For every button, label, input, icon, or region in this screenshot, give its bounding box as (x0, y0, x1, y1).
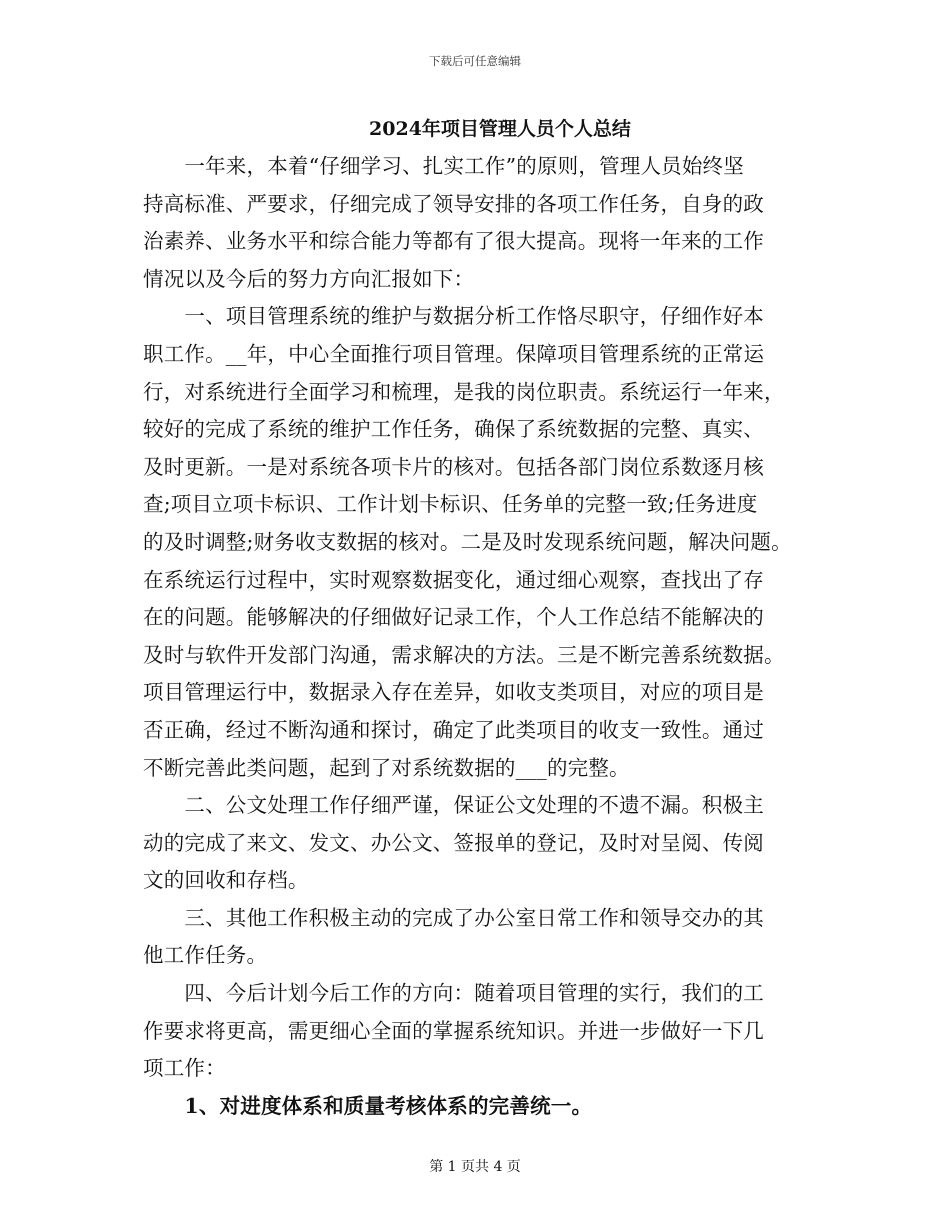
text-line: 一、项目管理系统的维护与数据分析工作恪尽职守，仔细作好本 (143, 304, 764, 329)
text-line: 三、其他工作积极主动的完成了办公室日常工作和领导交办的其 (143, 905, 764, 930)
text-line: 情况以及今后的努力方向汇报如下： (143, 266, 475, 291)
text-line: 较好的完成了系统的维护工作任务，确保了系统数据的完整、真实、 (143, 417, 764, 442)
text-line: 在系统运行过程中，实时观察数据变化，通过细心观察，查找出了存 (143, 567, 764, 592)
header-note: 下载后可任意编辑 (429, 54, 521, 68)
text-line: 及时与软件开发部门沟通，需求解决的方法。三是不断完善系统数据。 (143, 642, 785, 667)
text-line: 动的完成了来文、发文、办公文、签报单的登记，及时对呈阅、传阅 (143, 830, 764, 855)
text-line: 及时更新。一是对系统各项卡片的核对。包括各部门岗位系数逐月核 (143, 454, 764, 479)
text-line: 持高标准、严要求，仔细完成了领导安排的各项工作任务，自身的政 (143, 191, 764, 216)
text-line: 不断完善此类问题，起到了对系统数据的___的完整。 (143, 755, 630, 780)
text-line: 作要求将更高，需更细心全面的掌握系统知识。并进一步做好一下几 (143, 1018, 764, 1043)
document-body (143, 148, 823, 1125)
text-line: 项工作： (143, 1056, 226, 1081)
text-line: 职工作。__年，中心全面推行项目管理。保障项目管理系统的正常运 (143, 341, 765, 366)
text-line: 行，对系统进行全面学习和梳理，是我的岗位职责。系统运行一年来， (143, 379, 785, 404)
text-line: 他工作任务。 (143, 943, 268, 968)
text-line: 一年来，本着“仔细学习、扎实工作”的原则，管理人员始终坚 (143, 154, 744, 178)
document-title: 2024年项目管理人员个人总结 (369, 118, 631, 140)
text-line: 的及时调整;财务收支数据的核对。二是及时发现系统问题，解决问题。 (143, 529, 792, 554)
text-line: 治素养、业务水平和综合能力等都有了很大提高。现将一年来的工作 (143, 229, 764, 254)
text-line: 文的回收和存档。 (143, 868, 309, 893)
page-footer: 第 1 页共 4 页 (429, 1159, 521, 1175)
text-line: 在的问题。能够解决的仔细做好记录工作，个人工作总结不能解决的 (143, 605, 764, 630)
text-line: 项目管理运行中，数据录入存在差异，如收支类项目，对应的项目是 (143, 680, 764, 705)
text-line: 二、公文处理工作仔细严谨，保证公文处理的不遗不漏。积极主 (143, 793, 764, 818)
text-line: 四、今后计划今后工作的方向：随着项目管理的实行，我们的工 (143, 981, 764, 1006)
text-line: 查;项目立项卡标识、工作计划卡标识、任务单的完整一致;任务进度 (143, 492, 758, 517)
text-line: 否正确，经过不断沟通和探讨，确定了此类项目的收支一致性。通过 (143, 717, 764, 742)
section-heading: 1、对进度体系和质量考核体系的完善统一。 (143, 1093, 593, 1118)
